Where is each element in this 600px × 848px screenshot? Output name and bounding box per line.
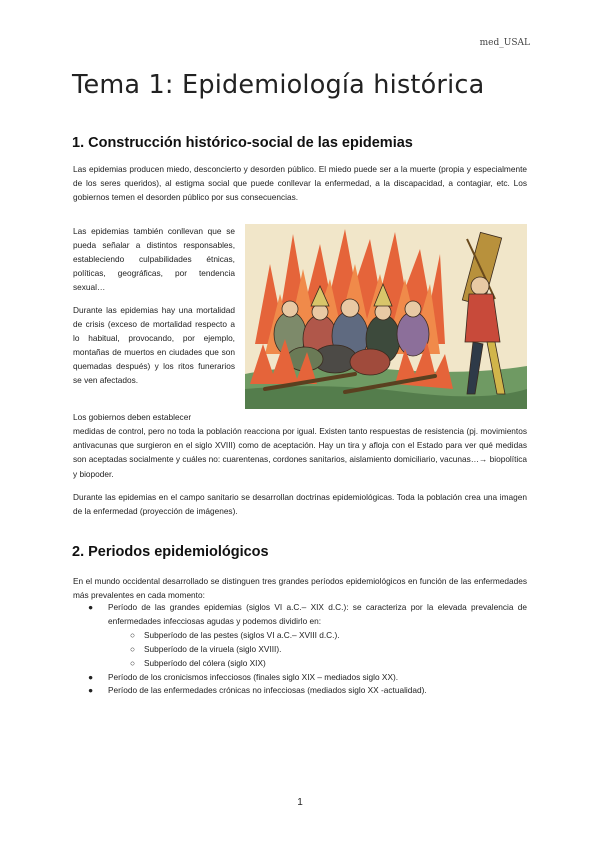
- paragraph-intro: Las epidemias producen miedo, desconcierto y desorden público. El miedo puede ser a la muerte (propia y especialmente de los seres queridos), al estigma social que puede conllevar la enfermedad, a la discapacidad, a contagiar, etc. Los gobiernos temen el desorden público por sus consecuencias.: [73, 164, 527, 203]
- list-item: ● Período de las enfermedades crónicas no infecciosas (mediados siglo XX -actualidad).: [73, 684, 527, 698]
- list-item: ● Período de los cronicismos infecciosos (finales siglo XIX – mediados siglo XX).: [73, 671, 527, 685]
- list-item: ○ Subperíodo de las pestes (siglos VI a.C.– XVIII d.C.).: [73, 629, 527, 643]
- periods-list: [73, 601, 527, 698]
- paragraph-responsables: Las epidemias también conllevan que se pueda señalar a distintos responsables, estableciendo culpabilidades étnicas, políticas, geográficas, por tendencia sexual…: [73, 226, 235, 293]
- list-item: ○ Subperíodo del cólera (siglo XIX): [73, 657, 527, 671]
- paragraph-mortalidad: Durante las epidemias hay una mortalidad de crisis (exceso de mortalidad respecto a lo habitual, provocando, por ejemplo, montañas de muertos en ciudades que son quemadas después) y los ritos funerarios se ven afectados.: [73, 305, 235, 386]
- medieval-burning-illustration: [245, 224, 527, 409]
- paragraph-gobiernos: medidas de control, pero no toda la población reacciona por igual. Existen tanto respuestas de resistencia (pj. movimientos antivacunas que surgieron en el siglo XVIII) como de aceptación. Hay un tira y afloja con el Estado para ver qué medidas son aceptadas socialmente y cuáles no: cuarentenas, cordones sanitarios, aislamiento domiciliario, vacunas…→ biopolítica y biopoder.: [73, 426, 527, 479]
- page-header: med_USAL: [479, 38, 530, 48]
- list-item: ● Período de las grandes epidemias (siglos VI a.C.– XIX d.C.): se caracteriza por la elevada prevalencia de enfermedades infecciosas agudas y podemos dividirlo en:: [88, 602, 527, 626]
- circle-bullet-icon: ○: [130, 657, 136, 668]
- page-number: 1: [297, 797, 303, 808]
- paragraph-gobiernos-start: Los gobiernos deben establecer: [73, 412, 192, 422]
- circle-bullet-icon: ○: [130, 643, 136, 654]
- bullet-icon: ●: [88, 602, 94, 612]
- page-title: Tema 1: Epidemiología histórica: [72, 70, 485, 100]
- paragraph-doctrinas: Durante las epidemias en el campo sanitario se desarrollan doctrinas epidemiológicas. Toda la población crea una imagen de la enfermedad (proyección de imágenes).: [73, 492, 527, 517]
- section-2-heading: 2. Periodos epidemiológicos: [72, 544, 269, 560]
- bullet-icon: ●: [88, 685, 94, 696]
- circle-bullet-icon: ○: [130, 629, 136, 640]
- list-item: ○ Subperíodo de la viruela (siglo XVIII).: [73, 643, 527, 657]
- section-1-heading: 1. Construcción histórico-social de las epidemias: [72, 135, 413, 151]
- paragraph-periodos-intro: En el mundo occidental desarrollado se distinguen tres grandes períodos epidemiológicos en función de las enfermedades más prevalentes en cada momento:: [73, 576, 527, 600]
- bullet-icon: ●: [88, 671, 94, 682]
